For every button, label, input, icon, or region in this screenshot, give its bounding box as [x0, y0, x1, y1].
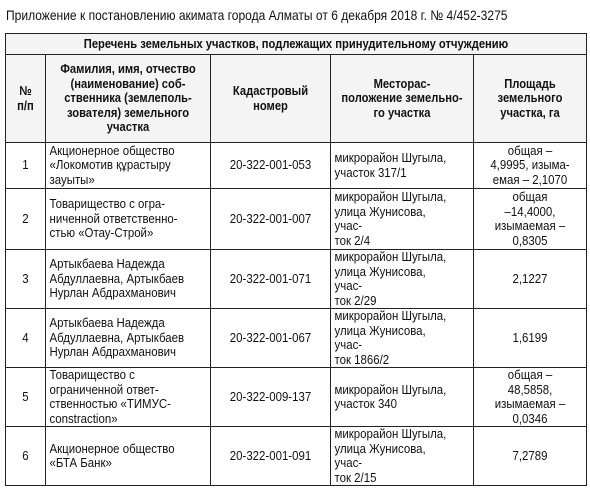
land-plots-table: [5, 33, 587, 486]
table-row: [6, 427, 587, 486]
table-title-row: [6, 34, 587, 55]
row-area: общая – 48,5858, изымаемая – 0,0346: [474, 368, 587, 427]
row-area: 7,2789: [474, 427, 587, 486]
row-number: 2: [6, 189, 46, 250]
row-number: 5: [6, 368, 46, 427]
row-owner: Артыкбаева Надежда Абдуллаевна, Артыкбаев Нурлан Абдрахманович: [46, 309, 211, 368]
row-location: микрорайон Шугыла, улица Жунисова, учас- ток 2/15: [331, 427, 474, 486]
header-number: № п/п: [6, 55, 46, 143]
row-cadastral: 20-322-001-007: [211, 189, 331, 250]
table-row: [6, 309, 587, 368]
table-header-row: [6, 55, 587, 143]
row-number: 4: [6, 309, 46, 368]
row-owner: Акционерное общество «Локомотив құрастыру зауыты»: [46, 143, 211, 189]
row-cadastral: 20-322-001-091: [211, 427, 331, 486]
row-area: 1,6199: [474, 309, 587, 368]
header-cadastral: Кадастровый номер: [211, 55, 331, 143]
table-title: Перечень земельных участков, подлежащих принудительному отчуждению: [6, 34, 587, 55]
row-cadastral: 20-322-001-053: [211, 143, 331, 189]
row-area: общая –14,4000, изымаемая – 0,8305: [474, 189, 587, 250]
header-location: Месторас- положение земельно- го участка: [331, 55, 474, 143]
row-owner: Товарищество с ограниченной ответ- ственностью «ТИМУС- constraction»: [46, 368, 211, 427]
row-location: микрорайон Шугыла, улица Жунисова, учас- ток 2/4: [331, 189, 474, 250]
table-row: [6, 189, 587, 250]
row-location: микрорайон Шугыла, участок 317/1: [331, 143, 474, 189]
row-number: 6: [6, 427, 46, 486]
table-row: [6, 143, 587, 189]
row-number: 1: [6, 143, 46, 189]
row-cadastral: 20-322-001-067: [211, 309, 331, 368]
row-owner: Товарищество с огра- ниченной ответственно- стью «Отау-Строй»: [46, 189, 211, 250]
header-area: Площадь земельного участка, га: [474, 55, 587, 143]
table-row: [6, 250, 587, 309]
row-location: микрорайон Шугыла, улица Жунисова, учас- ток 1866/2: [331, 309, 474, 368]
row-owner: Артыкбаева Надежда Абдуллаевна, Артыкбаев Нурлан Абдрахманович: [46, 250, 211, 309]
row-cadastral: 20-322-001-071: [211, 250, 331, 309]
row-location: микрорайон Шугыла, улица Жунисова, учас- ток 2/29: [331, 250, 474, 309]
row-number: 3: [6, 250, 46, 309]
header-owner: Фамилия, имя, отчество (наименование) соб- ственника (землеполь- зователя) земельного участка: [46, 55, 211, 143]
row-area: общая – 4,9995, изыма- емая – 2,1070: [474, 143, 587, 189]
table-row: [6, 368, 587, 427]
row-cadastral: 20-322-009-137: [211, 368, 331, 427]
row-location: микрорайон Шугыла, участок 340: [331, 368, 474, 427]
appendix-caption: Приложение к постановлению акимата города Алматы от 6 декабря 2018 г. № 4/452-3275: [6, 7, 508, 23]
row-owner: Акционерное общество «БТА Банк»: [46, 427, 211, 486]
row-area: 2,1227: [474, 250, 587, 309]
